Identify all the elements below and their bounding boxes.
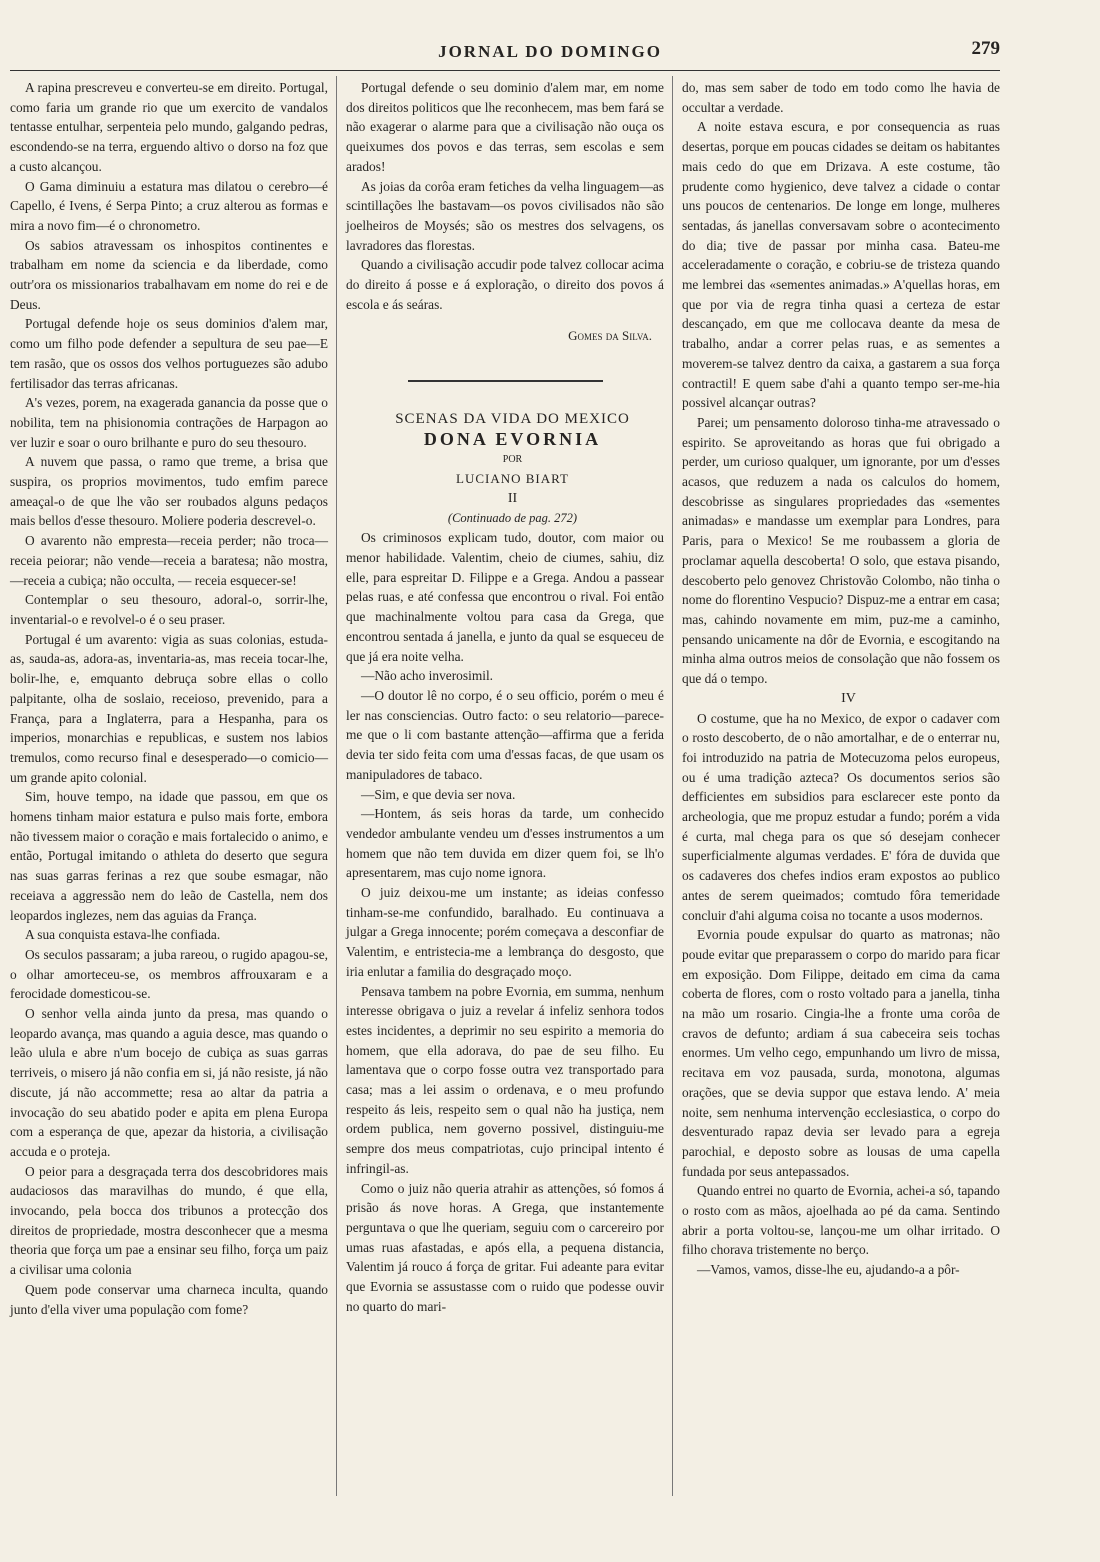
byline-por: POR	[502, 453, 523, 465]
paragraph: —O doutor lê no corpo, é o seu officio, porém o meu é ler nas consciencias. Outro facto: o seu relatorio—parece-me que o li com bastante attenção—affirma que a ferida devia ter sido feita com uma d'essas facas, de que usam os manipuladores de tabaco.	[346, 687, 664, 782]
column-divider	[672, 76, 673, 1496]
paragraph: —Sim, e que devia ser nova.	[361, 786, 516, 802]
paragraph: Quando a civilisação accudir pode talvez collocar acima do direito á posse e á exploração, o direito dos povos á escola e ás seáras.	[346, 257, 664, 312]
author-signature: Gomes da Silva.	[568, 328, 652, 344]
paragraph: A noite estava escura, e por consequencia as ruas desertas, porque em poucas cidades se deitam os habitantes mais cedo do que em Drizava. A este costume, tão prudente como hygienico, deve talvez a cidade o contar uns poucos de centenarios. De longe em longe, mulheres sentadas, ás janellas conversavam sobre o acontecimento do dia; tive de passar por minha casa. Bateu-me acceleradamente o coração, e cobriu-se de tristeza quando me lembrei das «sementes animadas.» A'quellas horas, em que por via de regra tinha quasi a certeza de estar descançado, em que me collocava deante da mesa de trabalho, andar a correr pelas ruas, e as sementes a moverem-se talvez dentro da caixa, a gastarem a sua força contractil! E quem sabe d'ahi a quanto tempo ser-me-hia possivel alcançar outras?	[682, 119, 1000, 411]
paragraph: O Gama diminuiu a estatura mas dilatou o cerebro—é Capello, é Ivens, é Serpa Pinto; a cruz alterou as formas e mira a novo fim—é o chronometro.	[10, 178, 328, 233]
paragraph: —Vamos, vamos, disse-lhe eu, ajudando-a a pôr-	[697, 1262, 960, 1278]
paragraph: A rapina prescreveu e converteu-se em direito. Portugal, como faria um grande rio que um exercito de vandalos tentasse entulhar, serpenteia pelo mundo, galgando pedras, escondendo-se na terra, erguendo altivo o dorso na foz que a custo alcançou.	[10, 80, 328, 174]
paragraph: do, mas sem saber de todo em todo como lhe havia de occultar a verdade.	[682, 80, 1000, 115]
chapter-number: II	[507, 490, 518, 506]
story-title: DONA EVORNIA	[423, 428, 602, 449]
paragraph: Os sabios atravessam os inhospitos continentes e trabalham em nome da sciencia e da liberdade, como outr'ora os missionarios trabalhavam em nome do rei e de Deus.	[10, 237, 328, 312]
paragraph: Pensava tambem na pobre Evornia, em summa, nenhum interesse obrigava o juiz a revelar á infeliz senhora todos estes incidentes, a deprimir no seu espirito a memoria do homem, que ella adorava, do pae de seu filho. Eu lamentava que o corpo fosse outra vez transportado para casa; mas a lei assim o ordenava, e o meu profundo respeito ás leis, respeito sem o qual não ha justiça, nem ordem publica, nem governo possivel, distinguiu-me sempre dos meus compatriotas, cujo principal intento é infringil-as.	[346, 983, 664, 1176]
paragraph: Portugal defende hoje os seus dominios d'alem mar, como um filho pode defender a sepultura de seu pae—E tem rasão, que os ossos dos velhos portuguezes são adubo fertilisador das terras africanas.	[10, 316, 328, 391]
paragraph: Os criminosos explicam tudo, doutor, com maior ou menor habilidade. Valentim, cheio de ciumes, sahiu, diz elle, para espreitar D. Filippe e a Grega. Andou a passear pelas ruas, e até confessa que encontrou o rival. Foi então que machinalmente voltou para casa da Grega, que encontrou sentada á janella, e junto da qual se esqueceu de que já era noite velha.	[346, 530, 664, 664]
paragraph: Sim, houve tempo, na idade que passou, em que os homens tinham maior estatura e pulso mais forte, embora não tivessem maior o coração e mais fortalecido o animo, e então, Portugal imitando o athleta do deserto que segura nas suas garras ferinas a rez que soube esmagar, não receiava a aggressão nem do leão de Castella, nem dos leopardos inglezes, nem das aguias da França.	[10, 789, 328, 923]
paragraph: Evornia poude expulsar do quarto as matronas; não poude evitar que preparassem o corpo do marido para ficar em exposição. Dom Filippe, deitado em cima da cama coberta de flores, com o rosto voltado para a janella, tinha na mão um rosario. Cingia-lhe a fronte uma corôa de cravos de defunto; ardiam á sua cabeceira seis tochas enormes. Um velho cego, empunhando um livro de missa, recitava em voz pausada, surda, monotona, algumas orações, que se devia suppor que estava lendo. A' meia noite, sem nenhuma intervenção ecclesiastica, o corpo do desventurado rapaz devia ser levado para a egreja parochial, e deposto sobre as lousas de uma capella fundada por seus antepassados.	[682, 927, 1000, 1179]
paragraph: —Não acho inverosimil.	[361, 668, 494, 684]
header-rule	[10, 70, 1000, 71]
paragraph: —Hontem, ás seis horas da tarde, um conhecido vendedor ambulante vendeu um d'esses instrumentos a um homem que não tem duvida em dizer quem foi, se lh'o apresentarem, mas cujo nome ignora.	[346, 806, 664, 881]
paragraph: O costume, que ha no Mexico, de expor o cadaver com o rosto descoberto, de o não amortalhar, e de o enterrar nu, foi introduzido na patria de Motecuzoma pelos europeus, ou é uma tradição azteca? Os documentos serios são defficientes em subsidios para esclarecer este ponto da archeologia, que me propuz estudar a fundo; porém a vida é curta, mal chega para os que só desejam conhecer superficialmente algumas verdades. E' fóra de duvida que os cadaveres dos chefes indios eram expostos ao publico antes de serem queimados; comtudo fôra temeridade concluir d'ahi alguma coisa no tocante a usos modernos.	[682, 710, 1000, 923]
paragraph: Os seculos passaram; a juba rareou, o rugido apagou-se, o olhar amorteceu-se, os membros affrouxaram e a ferocidade domesticou-se.	[10, 946, 328, 1002]
paragraph: Quando entrei no quarto de Evornia, achei-a só, tapando o rosto com as mãos, ajoelhada ao pé da cama. Sentindo abrir a porta voltou-se, lançou-me um olhar irritado. O filho chorava tristemente no berço.	[682, 1183, 1000, 1258]
section-separator	[408, 380, 603, 382]
series-heading: SCENAS DA VIDA DO MEXICO	[395, 411, 630, 428]
paragraph: O avarento não empresta—receia perder; não troca—receia peiorar; não vende—receia a baratesa; não mostra,—receia a cubiça; não occulta, — receia esquecer-se!	[10, 533, 328, 588]
paragraph: A sua conquista estava-lhe confiada.	[25, 927, 221, 943]
column-divider	[336, 76, 337, 1496]
paragraph: Como o juiz não queria atrahir as attenções, só fomos á prisão ás nove horas. A Grega, que instantemente perguntava o que lhe queriam, seguiu com o carcereiro por umas ruas afastadas, e após ella, a pequena distancia, Valentim já rouco á força de gritar. Fui adeante para evitar que Evornia se assustasse com o ruido que podesse ouvir no quarto do mari-	[346, 1180, 664, 1314]
continued-note: (Continuado de pag. 272)	[447, 510, 578, 525]
column-1	[10, 78, 328, 1319]
paragraph: Portugal é um avarento: vigia as suas colonias, estuda-as, sauda-as, adora-as, inventaria-as, mas receia tocar-lhe, bolir-lhe, e, emquanto debruça sobre ellas o collo palpitante, olha de soslaio, receioso, prevenido, para a França, para a Inglaterra, para a Hespanha, para os imperios, monarchias e republicas, e sustem nos labios tremulos, como recurso final e desesperado—o comicio—um grande apito colonial.	[10, 631, 328, 785]
paragraph: A nuvem que passa, o ramo que treme, a brisa que suspira, os proprios movimentos, tudo emfim parece ameaçal-o de que lhe vão ser roubados alguns pedaços mais bellos d'esse thesouro. Moliere poderia descrevel-o.	[10, 454, 328, 529]
journal-title: JORNAL DO DOMINGO	[438, 42, 662, 61]
paragraph: As joias da corôa eram fetiches da velha linguagem—as scintillações lhe bastavam—os povos civilisados não são joelheiros de Moysés; são os mestres dos selvagens, os lavradores das florestas.	[346, 178, 664, 253]
paragraph: A's vezes, porem, na exagerada ganancia da posse que o nobilita, tem na phisionomia contrações de Harpagon ao ver luzir e soar o ouro brilhante e puro do seu thesouro.	[10, 395, 328, 450]
paragraph: O senhor vella ainda junto da presa, mas quando o leopardo avança, mas quando a aguia desce, mas quando o leão ulula e abre n'um bocejo de cubiça as suas garras terriveis, o misero já não confia em si, já não resiste, já não discute, já não accommette; resa ao altar da patria a invocação do seu abatido poder e apita em plena Europa com a esperança de que, apezar da historia, a civilisação accuda e o proteja.	[10, 1006, 328, 1159]
paragraph: O juiz deixou-me um instante; as ideias confesso tinham-se-me confundido, baralhado. Eu continuava a julgar a Grega innocente; porém começava a desconfiar de Valentim, e entristecia-me a lembrança do desgosto, que iria enlutar a familia do desgraçado moço.	[346, 885, 664, 979]
paragraph: Contemplar o seu thesouro, adoral-o, sorrir-lhe, inventarial-o e revolvel-o é o seu praser.	[10, 592, 328, 627]
column-2	[346, 78, 664, 1316]
page-number: 279	[971, 38, 1000, 59]
chapter-number: IV	[841, 690, 856, 706]
paragraph: O peior para a desgraçada terra dos descobridores mais audaciosos das maravilhas do mundo, é que ella, invocando, pela bocca dos tribunos a protecção dos direitos de propriedade, mostra desconhecer que a mesma theoria que força um pae a ensinar seu filho, força um paiz a civilisar uma colonia	[10, 1163, 328, 1278]
paragraph: Parei; um pensamento doloroso tinha-me atravessado o espirito. Se aproveitando as horas que fui obrigado a perder, um curioso qualquer, um ignorante, por um d'esses acasos, que reduzem a nada os calculos do homem, descobrisse as singulares propriedades das «sementes animadas» e mandasse um exemplar para Londres, para Paris, para o Mexico! Se me roubassem a gloria de proclamar aquella descoberta! O solo, que estava pisando, descoberto pelo genovez Christovão Colombo, não tinha o nome do florentino Vespucio? Dispuz-me a entrar em casa; mas, cahindo novamente em mim, puz-me a caminho, pensando unicamente na dôr de Evornia, e escogitando na minha alma outros meios de consolação que não fossem os que dá o tempo.	[682, 414, 1000, 687]
column-3	[682, 78, 1000, 1280]
paragraph: Portugal defende o seu dominio d'alem mar, em nome dos direitos politicos que lhe reconhecem, mas bem fará se não exagerar o alarme para que a civilisação não ouça os queixumes dos povos e das terras, sem escolas e sem arados!	[346, 80, 664, 174]
paragraph: Quem pode conservar uma charneca inculta, quando junto d'ella viver uma população com fome?	[10, 1281, 328, 1317]
story-author: LUCIANO BIART	[456, 471, 569, 487]
